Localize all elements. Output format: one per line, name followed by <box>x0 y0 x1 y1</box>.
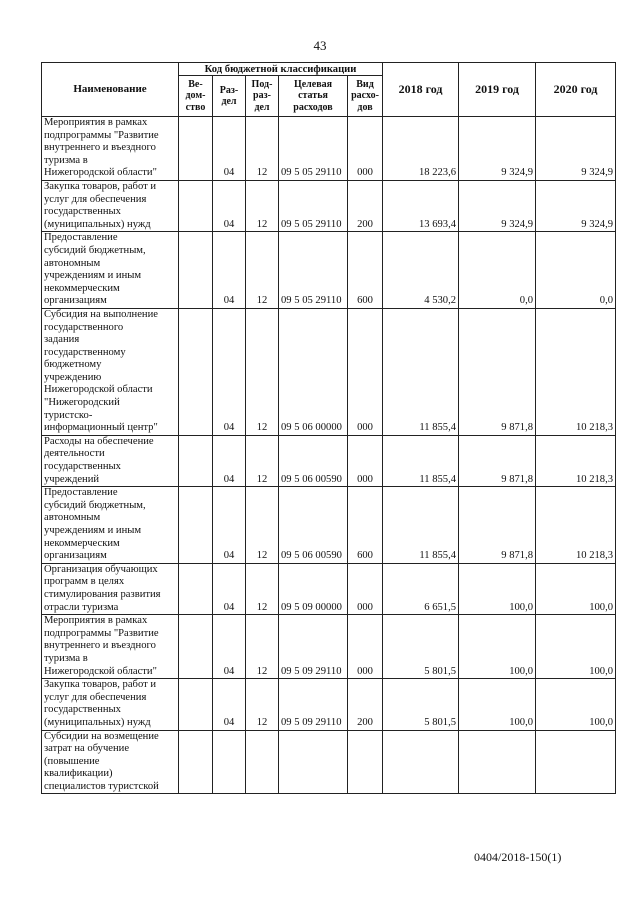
row-vedomstvo <box>179 308 213 435</box>
header-target-article: Целевая статья расходов <box>279 76 348 117</box>
row-expense-type: 600 <box>348 487 383 564</box>
row-value-2018: 18 223,6 <box>383 117 459 181</box>
table-row <box>42 435 616 486</box>
row-value-2018: 5 801,5 <box>383 679 459 730</box>
row-expense-type: 000 <box>348 435 383 486</box>
row-target-article: 09 5 05 29110 <box>279 117 348 181</box>
table-row <box>42 615 616 679</box>
row-value-2019: 9 871,8 <box>459 308 536 435</box>
row-name: Закупка товаров, работ и услуг для обеспечения государственных (муниципальных) нужд <box>42 679 179 730</box>
row-podrazdel <box>246 730 279 794</box>
row-value-2020: 10 218,3 <box>536 435 616 486</box>
table-row <box>42 308 616 435</box>
row-value-2020: 100,0 <box>536 563 616 614</box>
row-value-2020: 9 324,9 <box>536 180 616 231</box>
header-2018: 2018 год <box>383 63 459 117</box>
row-value-2019: 9 871,8 <box>459 487 536 564</box>
row-value-2018: 11 855,4 <box>383 308 459 435</box>
row-value-2020: 10 218,3 <box>536 308 616 435</box>
row-name: Мероприятия в рамках подпрограммы "Развитие внутреннего и въездного туризма в Нижегородской области" <box>42 117 179 181</box>
row-value-2020: 100,0 <box>536 615 616 679</box>
row-name: Закупка товаров, работ и услуг для обеспечения государственных (муниципальных) нужд <box>42 180 179 231</box>
header-podrazdel: Под- раз- дел <box>246 76 279 117</box>
row-razdel: 04 <box>213 180 246 231</box>
row-target-article: 09 5 06 00590 <box>279 435 348 486</box>
row-name: Субсидия на выполнение государственного задания государственному бюджетному учреждению Нижегородской области "Нижегородский туристско- информационный центр" <box>42 308 179 435</box>
row-value-2018: 11 855,4 <box>383 487 459 564</box>
header-expense-type: Вид расхо- дов <box>348 76 383 117</box>
row-value-2019: 100,0 <box>459 563 536 614</box>
row-value-2019: 9 324,9 <box>459 117 536 181</box>
row-target-article: 09 5 06 00000 <box>279 308 348 435</box>
table-row <box>42 730 616 794</box>
row-value-2018: 11 855,4 <box>383 435 459 486</box>
row-vedomstvo <box>179 563 213 614</box>
row-target-article <box>279 730 348 794</box>
row-target-article: 09 5 09 29110 <box>279 679 348 730</box>
table-body <box>42 117 616 794</box>
row-value-2019: 9 871,8 <box>459 435 536 486</box>
row-target-article: 09 5 09 00000 <box>279 563 348 614</box>
row-podrazdel: 12 <box>246 487 279 564</box>
row-target-article: 09 5 06 00590 <box>279 487 348 564</box>
row-razdel: 04 <box>213 117 246 181</box>
row-vedomstvo <box>179 487 213 564</box>
header-razdel: Раз- дел <box>213 76 246 117</box>
row-value-2019: 9 324,9 <box>459 180 536 231</box>
row-vedomstvo <box>179 435 213 486</box>
row-podrazdel: 12 <box>246 180 279 231</box>
table-row <box>42 679 616 730</box>
row-razdel: 04 <box>213 679 246 730</box>
row-target-article: 09 5 09 29110 <box>279 615 348 679</box>
row-podrazdel: 12 <box>246 308 279 435</box>
table-row <box>42 117 616 181</box>
row-value-2018: 4 530,2 <box>383 232 459 309</box>
row-value-2020: 100,0 <box>536 679 616 730</box>
row-value-2019: 100,0 <box>459 615 536 679</box>
header-row-group <box>42 63 616 76</box>
table-row <box>42 563 616 614</box>
table-row <box>42 180 616 231</box>
row-expense-type: 000 <box>348 117 383 181</box>
row-razdel: 04 <box>213 487 246 564</box>
row-vedomstvo <box>179 679 213 730</box>
row-value-2018 <box>383 730 459 794</box>
header-2019: 2019 год <box>459 63 536 117</box>
row-value-2020: 10 218,3 <box>536 487 616 564</box>
row-expense-type <box>348 730 383 794</box>
row-expense-type: 000 <box>348 563 383 614</box>
row-podrazdel: 12 <box>246 563 279 614</box>
row-razdel: 04 <box>213 232 246 309</box>
row-razdel: 04 <box>213 563 246 614</box>
budget-table <box>41 62 616 794</box>
row-value-2019: 0,0 <box>459 232 536 309</box>
row-razdel: 04 <box>213 615 246 679</box>
row-expense-type: 200 <box>348 679 383 730</box>
row-value-2018: 5 801,5 <box>383 615 459 679</box>
row-podrazdel: 12 <box>246 117 279 181</box>
row-name: Мероприятия в рамках подпрограммы "Развитие внутреннего и въездного туризма в Нижегородской области" <box>42 615 179 679</box>
row-value-2018: 6 651,5 <box>383 563 459 614</box>
row-razdel: 04 <box>213 308 246 435</box>
row-value-2020: 0,0 <box>536 232 616 309</box>
row-target-article: 09 5 05 29110 <box>279 232 348 309</box>
row-vedomstvo <box>179 730 213 794</box>
row-target-article: 09 5 05 29110 <box>279 180 348 231</box>
row-value-2019 <box>459 730 536 794</box>
row-value-2019: 100,0 <box>459 679 536 730</box>
header-budget-code-group: Код бюджетной классификации <box>179 63 383 76</box>
table-row <box>42 232 616 309</box>
row-expense-type: 000 <box>348 615 383 679</box>
row-name: Предоставление субсидий бюджетным, автономным учреждениям и иным некоммерческим организациям <box>42 487 179 564</box>
row-razdel <box>213 730 246 794</box>
row-podrazdel: 12 <box>246 615 279 679</box>
row-value-2018: 13 693,4 <box>383 180 459 231</box>
row-name: Субсидии на возмещение затрат на обучение (повышение квалификации) специалистов туристской <box>42 730 179 794</box>
row-name: Расходы на обеспечение деятельности государственных учреждений <box>42 435 179 486</box>
row-vedomstvo <box>179 117 213 181</box>
row-razdel: 04 <box>213 435 246 486</box>
row-vedomstvo <box>179 180 213 231</box>
row-vedomstvo <box>179 615 213 679</box>
table-row <box>42 487 616 564</box>
row-vedomstvo <box>179 232 213 309</box>
row-value-2020 <box>536 730 616 794</box>
row-name: Предоставление субсидий бюджетным, автономным учреждениям и иным некоммерческим организациям <box>42 232 179 309</box>
header-2020: 2020 год <box>536 63 616 117</box>
header-name: Наименование <box>42 63 179 117</box>
row-expense-type: 200 <box>348 180 383 231</box>
row-expense-type: 600 <box>348 232 383 309</box>
page-number: 43 <box>313 38 327 53</box>
row-podrazdel: 12 <box>246 435 279 486</box>
header-vedomstvo: Ве- дом- ство <box>179 76 213 117</box>
row-podrazdel: 12 <box>246 679 279 730</box>
document-code: 0404/2018-150(1) <box>474 850 562 864</box>
row-podrazdel: 12 <box>246 232 279 309</box>
row-name: Организация обучающих программ в целях стимулирования развития отрасли туризма <box>42 563 179 614</box>
row-expense-type: 000 <box>348 308 383 435</box>
row-value-2020: 9 324,9 <box>536 117 616 181</box>
